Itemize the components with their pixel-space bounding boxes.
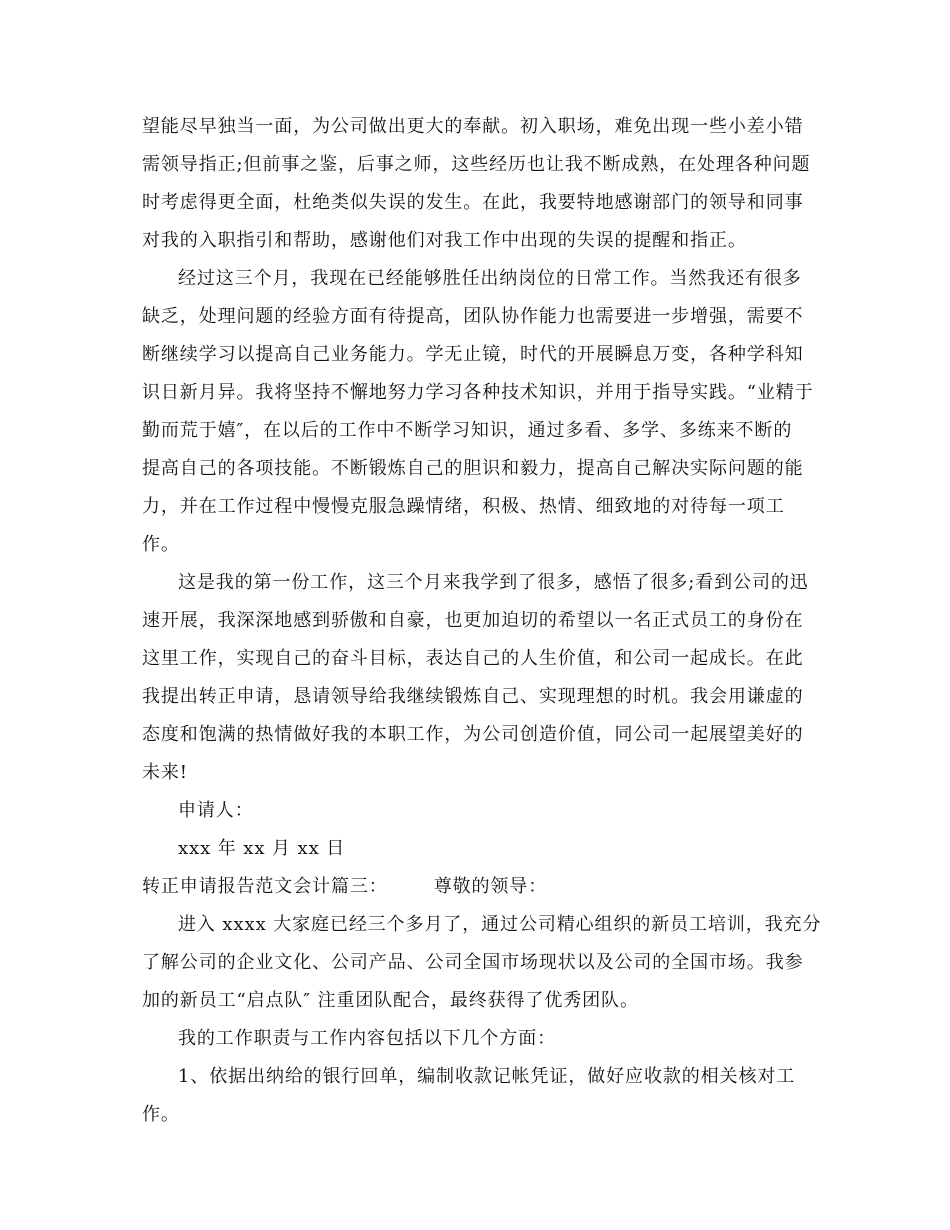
text-line: 望能尽早独当一面，为公司做出更大的奉献。初入职场，难免出现一些小差小错 [142, 116, 804, 137]
text-line: 力，并在工作过程中慢慢克服急躁情绪，积极、热情、细致地的对待每一项工 [142, 496, 785, 517]
text-line: 需领导指正;但前事之鉴，后事之师，这些经历也让我不断成熟，在处理各种问题 [142, 154, 811, 175]
text-line: 作。 [142, 534, 180, 555]
text-line: 识日新月异。我将坚持不懈地努力学习各种技术知识，并用于指导实践。“业精于 [142, 382, 814, 403]
text-line: 我提出转正申请，恳请领导给我继续锻炼自己、实现理想的时机。我会用谦虚的 [142, 686, 804, 707]
text-line: 时考虑得更全面，杜绝类似失误的发生。在此，我要特地感谢部门的领导和同事 [142, 192, 804, 213]
applicant-label: 申请人： [178, 800, 254, 821]
text-line: 提高自己的各项技能。不断锻炼自己的胆识和毅力，提高自己解决实际问题的能 [142, 458, 804, 479]
text-line: 这是我的第一份工作，这三个月来我学到了很多，感悟了很多;看到公司的迅 [178, 572, 809, 593]
list-item: 1、依据出纳给的银行回单，编制收款记帐凭证，做好应收款的相关核对工 [178, 1066, 796, 1087]
text-line: 进入 xxxx 大家庭已经三个多月了，通过公司精心组织的新员工培训，我充分 [178, 914, 822, 935]
text-line: 断继续学习以提高自己业务能力。学无止镜，时代的开展瞬息万变，各种学科知 [142, 344, 804, 365]
text-line: 未来! [142, 762, 188, 783]
text-line: 速开展，我深深地感到骄傲和自豪，也更加迫切的希望以一名正式员工的身份在 [142, 610, 804, 631]
text-line: 态度和饱满的热情做好我的本职工作，为公司创造价值，同公司一起展望美好的 [142, 724, 804, 745]
salutation: 尊敬的领导： [433, 876, 548, 897]
date-line: xxx 年 xx 月 xx 日 [178, 838, 346, 859]
text-line: 了解公司的企业文化、公司产品、公司全国市场现状以及公司的全国市场。我参 [142, 952, 804, 973]
text-line: 这里工作，实现自己的奋斗目标，表达自己的人生价值，和公司一起成长。在此 [142, 648, 804, 669]
section-heading [142, 872, 547, 902]
text-line: 勤而荒于嬉″，在以后的工作中不断学习知识，通过多看、多学、多练来不断的 [142, 420, 793, 441]
text-line: 缺乏，处理问题的经验方面有待提高，团队协作能力也需要进一步增强，需要不 [142, 306, 804, 327]
text-line: 对我的入职指引和帮助，感谢他们对我工作中出现的失误的提醒和指正。 [142, 230, 747, 251]
text-line: 经过这三个月，我现在已经能够胜任出纳岗位的日常工作。当然我还有很多 [178, 268, 802, 289]
section-title: 转正申请报告范文会计篇三： [142, 876, 388, 897]
list-item-continuation: 作。 [142, 1104, 180, 1125]
text-line: 加的新员工“启点队″ 注重团队配合，最终获得了优秀团队。 [142, 990, 639, 1011]
text-line: 我的工作职责与工作内容包括以下几个方面： [178, 1028, 556, 1049]
